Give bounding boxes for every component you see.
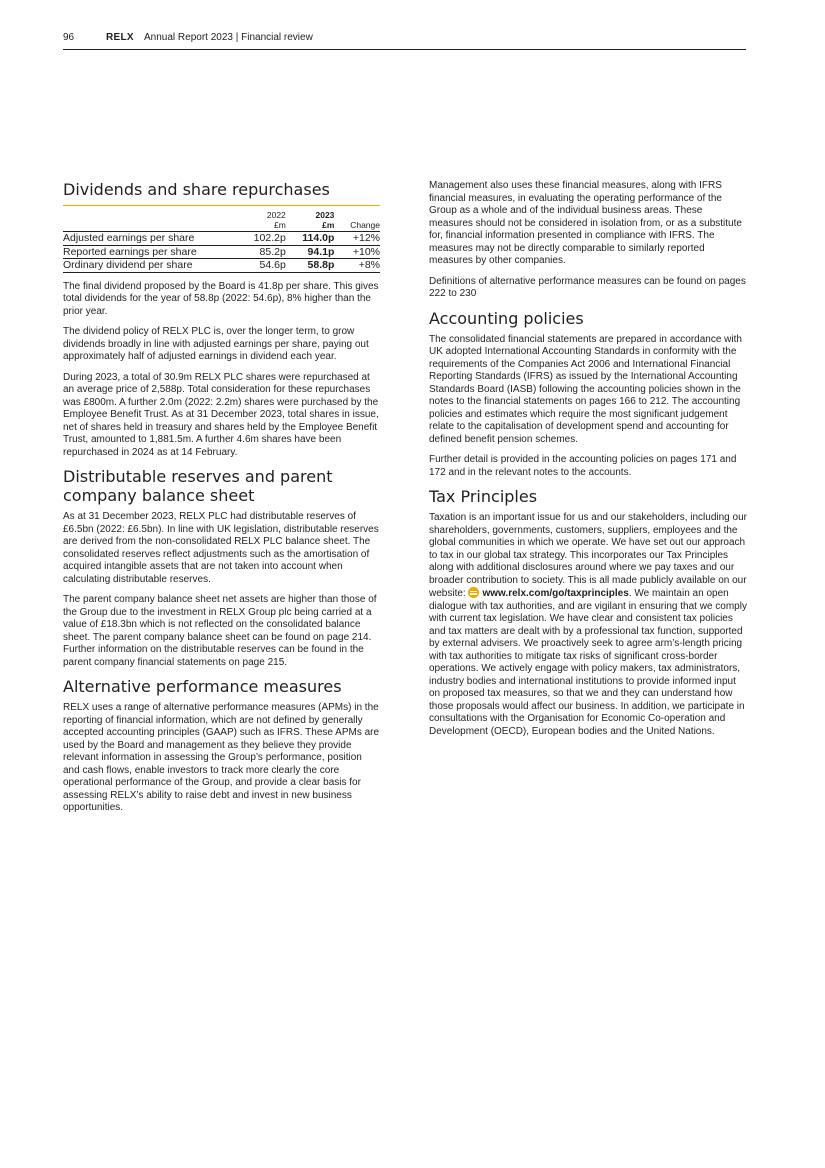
col-change: Change xyxy=(334,220,380,232)
col-2022-year: 2022 xyxy=(266,210,286,220)
tax-principles-link[interactable]: www.relx.com/go/taxprinciples xyxy=(482,588,629,599)
table-row xyxy=(63,245,380,259)
row-2023: 94.1p xyxy=(286,245,335,259)
col-2023-unit: £m xyxy=(286,220,335,232)
brand-name: RELX xyxy=(106,32,134,43)
link-icon xyxy=(468,587,479,598)
dividends-table xyxy=(63,205,380,273)
row-2022: 102.2p xyxy=(233,232,286,246)
row-2023: 114.0p xyxy=(286,232,335,246)
row-label: Reported earnings per share xyxy=(63,245,233,259)
left-column xyxy=(63,180,380,823)
table-row xyxy=(63,232,380,246)
report-title: Annual Report 2023 | Financial review xyxy=(144,32,313,43)
table-header-row xyxy=(63,206,380,221)
row-label: Ordinary dividend per share xyxy=(63,259,233,273)
tax-text-before: Taxation is an important issue for us and our stakeholders, including our shareholders, governments, customers, suppliers, employees and the global communities in which we operate. We have set out our approach to tax in our global tax strategy. This incorporates our Tax Principles along with additional disclosures around where we pay taxes and our broader contribution to society. This is all made publicly available on our website: xyxy=(429,512,747,599)
row-2023: 58.8p xyxy=(286,259,335,273)
page-number: 96 xyxy=(63,32,75,43)
row-change: +12% xyxy=(334,232,380,246)
row-2022: 85.2p xyxy=(233,245,286,259)
table-subheader-row xyxy=(63,220,380,232)
row-change: +8% xyxy=(334,259,380,273)
tax-paragraph xyxy=(429,512,747,738)
row-change: +10% xyxy=(334,245,380,259)
page-header xyxy=(63,32,746,50)
distributable-heading: Distributable reserves and parent company balance sheet xyxy=(63,467,333,505)
row-2022: 54.6p xyxy=(233,259,286,273)
distributable-paragraph: As at 31 December 2023, RELX PLC had distributable reserves of £6.5bn (2022: £6.5bn). In line with UK legislation, distributable reserves are derived from the non-consolidated RELX PLC balance sheet. The consolidated reserves reflect adjustments such as the amortisation of acquired intangible assets that are not taken into account when calculating distributable reserves. xyxy=(63,511,379,585)
apm-heading: Alternative performance measures xyxy=(63,677,342,696)
distributable-paragraph: The parent company balance sheet net assets are higher than those of the Group due to the investment in RELX Group plc being carried at a value of £18.3bn which is not reflected on the consolidated balance sheet. The parent company balance sheet can be found on page 214. Further information on the distributable reserves can be found in the parent company financial statements on page 215. xyxy=(63,594,377,668)
col-2022-unit: £m xyxy=(233,220,286,232)
row-label: Adjusted earnings per share xyxy=(63,232,233,246)
dividends-heading: Dividends and share repurchases xyxy=(63,180,330,199)
col-2023-year: 2023 xyxy=(315,210,335,220)
accounting-paragraph: Further detail is provided in the accounting policies on pages 171 and 172 and in the relevant notes to the accounts. xyxy=(429,454,737,478)
accounting-paragraph: The consolidated financial statements are prepared in accordance with UK adopted International Accounting Standards in conformity with the requirements of the Companies Act 2006 and International Financial Reporting Standards (IFRS) as issued by the International Accounting Standards Board (IASB) following the accounting policies shown in the notes to the financial statements on pages 166 to 212. The accounting policies and estimates which require the most significant judgement relate to the capitalisation of development spend and accounting for defined benefit pension schemes. xyxy=(429,333,742,445)
dividends-paragraph: The final dividend proposed by the Board is 41.8p per share. This gives total dividends for the year of 58.8p (2022: 54.6p), 8% higher than the prior year. xyxy=(63,280,379,317)
right-column xyxy=(429,180,747,746)
table-row xyxy=(63,259,380,273)
tax-text-after: . We maintain an open dialogue with tax authorities, and are vigilant in ensuring that we comply with current tax legislation. We have clear and consistent tax policies and tax matters are dealt with by a professional tax function, supported by external advisers. We proactively seek to agree arm’s-length pricing with tax authorities to mitigate tax risks of significant cross-border operations. We actively engage with policy makers, tax administrators, industry bodies and international institutions to provide informed input on proposed tax measures, so that we and they can understand how those proposals would affect our business. In addition, we participate in consultations with the Organisation for Economic Co-operation and Development (OECD), European bodies and the United Nations. xyxy=(429,588,747,737)
dividends-paragraph: The dividend policy of RELX PLC is, over the longer term, to grow dividends broadly in line with adjusted earnings per share, paying out approximately half of adjusted earnings in dividend each year. xyxy=(63,326,369,362)
dividends-paragraph: During 2023, a total of 30.9m RELX PLC shares were repurchased at an average price of 2,588p. Total consideration for these repurchases was £800m. A further 2.0m (2022: 2.2m) shares were purchased by the Employee Benefit Trust. As at 31 December 2023, total shares in issue, net of shares held in treasury and shares held by the Employee Benefit Trust, amounted to 1,881.5m. A further 4.6m shares have been repurchased in 2024 as at 14 February. xyxy=(63,371,379,458)
apm-definitions: Definitions of alternative performance measures can be found on pages 222 to 230 xyxy=(429,275,746,299)
tax-heading: Tax Principles xyxy=(429,487,538,506)
apm-paragraph: RELX uses a range of alternative performance measures (APMs) in the reporting of financial information, which are not defined by generally accepted accounting principles (GAAP) such as IFRS. These APMs are used by the Board and management as they believe they provide relevant information in assessing the Group’s performance, position and cash flows, enable investors to track more clearly the core operational performance of the Group, and provide a clear basis for assessing RELX’s ability to raise debt and invest in new business opportunities. xyxy=(63,702,380,813)
accounting-heading: Accounting policies xyxy=(429,308,584,328)
apm-paragraph: Management also uses these financial measures, along with IFRS financial measures, in evaluating the operating performance of the Group as a whole and of the individual business areas. These measures should not be considered in isolation from, or as a substitute for, financial information presented in compliance with IFRS. The measures may not be directly comparable to similarly reported measures by other companies. xyxy=(429,180,742,266)
